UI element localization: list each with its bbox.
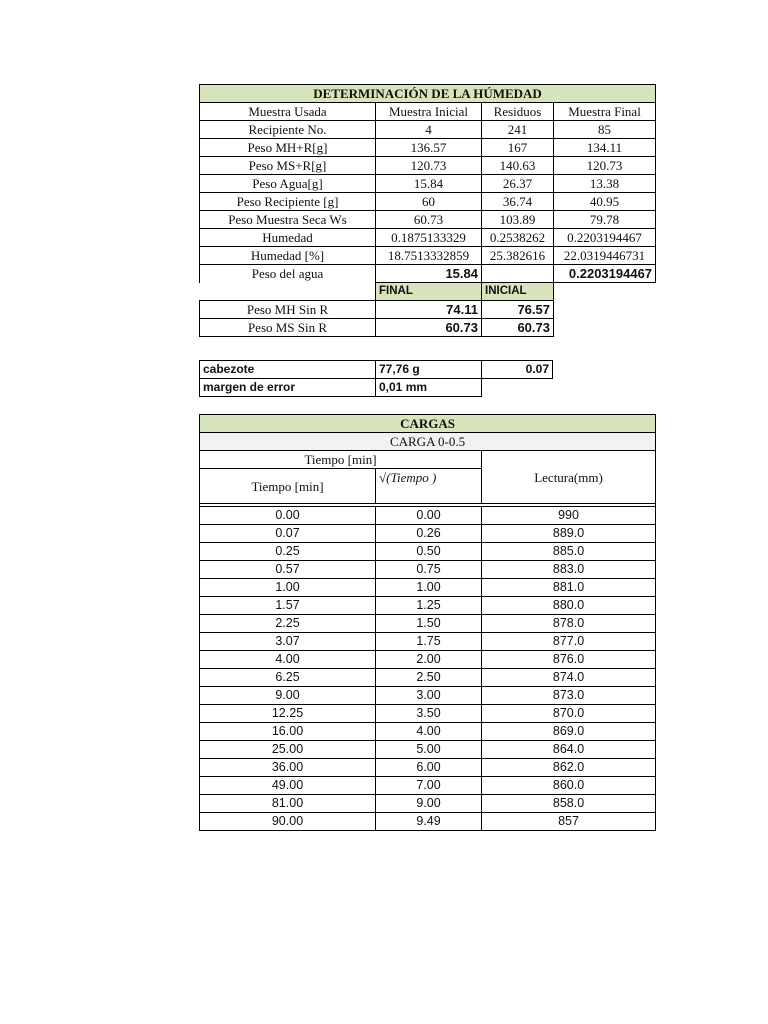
sqrt-tiempo-cell: 7.00 (376, 777, 482, 795)
header-muestra-usada: Muestra Usada (200, 103, 376, 121)
blank-cell (482, 379, 553, 397)
sin-r-final: 74.11 (376, 301, 482, 319)
col-tiempo-header: Tiempo [min] (200, 469, 376, 504)
sqrt-tiempo-cell: 3.00 (376, 687, 482, 705)
table-row (200, 813, 656, 831)
muestra-final-cell: 134.11 (554, 139, 656, 157)
table-row (200, 561, 656, 579)
table-row (200, 741, 656, 759)
lectura-cell: 873.0 (482, 687, 656, 705)
table-row (200, 211, 656, 229)
lectura-cell: 858.0 (482, 795, 656, 813)
lectura-cell: 878.0 (482, 615, 656, 633)
sqrt-tiempo-cell: 0.26 (376, 525, 482, 543)
sqrt-tiempo-cell: 2.00 (376, 651, 482, 669)
sqrt-tiempo-cell: 0.00 (376, 507, 482, 525)
residuos-cell: 36.74 (482, 193, 554, 211)
lectura-cell: 876.0 (482, 651, 656, 669)
muestra-final-cell: 0.2203194467 (554, 229, 656, 247)
table-row (200, 651, 656, 669)
table-row (200, 723, 656, 741)
sin-r-final: 60.73 (376, 319, 482, 337)
table-row (200, 139, 656, 157)
lectura-cell: 862.0 (482, 759, 656, 777)
muestra-inicial-cell: 136.57 (376, 139, 482, 157)
lectura-cell: 874.0 (482, 669, 656, 687)
blank-cell (554, 283, 656, 301)
inicial-label: INICIAL (482, 283, 554, 301)
cargas-title: CARGAS (200, 415, 656, 433)
tiempo-cell: 6.25 (200, 669, 376, 687)
lectura-cell: 870.0 (482, 705, 656, 723)
residuos-cell: 26.37 (482, 175, 554, 193)
cabezote-label: cabezote (200, 361, 376, 379)
sqrt-tiempo-cell: 9.00 (376, 795, 482, 813)
muestra-final-cell: 120.73 (554, 157, 656, 175)
lectura-header: Lectura(mm) (482, 451, 656, 504)
table-row (200, 705, 656, 723)
residuos-cell: 0.2538262 (482, 229, 554, 247)
lectura-cell: 883.0 (482, 561, 656, 579)
final-label: FINAL (376, 283, 482, 301)
row-label: Humedad (200, 229, 376, 247)
muestra-final-cell: 13.38 (554, 175, 656, 193)
sqrt-tiempo-cell: 0.75 (376, 561, 482, 579)
tiempo-cell: 0.07 (200, 525, 376, 543)
sqrt-tiempo-cell: 9.49 (376, 813, 482, 831)
tiempo-cell: 0.57 (200, 561, 376, 579)
residuos-cell: 140.63 (482, 157, 554, 175)
lectura-cell: 990 (482, 507, 656, 525)
tiempo-cell: 3.07 (200, 633, 376, 651)
lectura-cell: 880.0 (482, 597, 656, 615)
table-row (200, 579, 656, 597)
table-row (200, 633, 656, 651)
table-row (200, 121, 656, 139)
tiempo-cell: 36.00 (200, 759, 376, 777)
table-row (200, 669, 656, 687)
header-muestra-inicial: Muestra Inicial (376, 103, 482, 121)
blank-cell (554, 319, 656, 337)
sin-r-inicial: 60.73 (482, 319, 554, 337)
lectura-cell: 885.0 (482, 543, 656, 561)
muestra-final-cell: 40.95 (554, 193, 656, 211)
residuos-cell: 241 (482, 121, 554, 139)
sqrt-tiempo-cell: 6.00 (376, 759, 482, 777)
sin-r-inicial: 76.57 (482, 301, 554, 319)
tiempo-header: Tiempo [min] (200, 451, 482, 469)
muestra-inicial-cell: 0.1875133329 (376, 229, 482, 247)
muestra-inicial-cell: 60.73 (376, 211, 482, 229)
tiempo-cell: 4.00 (200, 651, 376, 669)
header-muestra-final: Muestra Final (554, 103, 656, 121)
sqrt-tiempo-cell: 0.50 (376, 543, 482, 561)
table-row (200, 795, 656, 813)
tiempo-cell: 0.25 (200, 543, 376, 561)
sqrt-tiempo-cell: 1.25 (376, 597, 482, 615)
sqrt-tiempo-cell: 1.50 (376, 615, 482, 633)
row-label: Peso Agua[g] (200, 175, 376, 193)
lectura-cell: 864.0 (482, 741, 656, 759)
residuos-cell: 25.382616 (482, 247, 554, 265)
sqrt-tiempo-cell: 1.75 (376, 633, 482, 651)
residuos-cell: 167 (482, 139, 554, 157)
blank-cell (200, 283, 376, 301)
lectura-cell: 881.0 (482, 579, 656, 597)
table-row (200, 543, 656, 561)
muestra-final-cell: 79.78 (554, 211, 656, 229)
peso-agua-empty (482, 265, 554, 283)
table-row (200, 157, 656, 175)
tiempo-cell: 2.25 (200, 615, 376, 633)
row-label: Recipiente No. (200, 121, 376, 139)
lectura-cell: 877.0 (482, 633, 656, 651)
sqrt-tiempo-cell: 4.00 (376, 723, 482, 741)
table-row (200, 687, 656, 705)
tiempo-cell: 1.57 (200, 597, 376, 615)
sqrt-tiempo-cell: 5.00 (376, 741, 482, 759)
tiempo-cell: 1.00 (200, 579, 376, 597)
sin-r-label: Peso MS Sin R (200, 319, 376, 337)
carga-subtitle: CARGA 0-0.5 (200, 433, 656, 451)
tiempo-cell: 25.00 (200, 741, 376, 759)
header-residuos: Residuos (482, 103, 554, 121)
cabezote-value: 77,76 g (376, 361, 482, 379)
muestra-final-cell: 22.0319446731 (554, 247, 656, 265)
muestra-final-cell: 85 (554, 121, 656, 139)
muestra-inicial-cell: 18.7513332859 (376, 247, 482, 265)
table-row (200, 615, 656, 633)
tiempo-cell: 12.25 (200, 705, 376, 723)
muestra-inicial-cell: 60 (376, 193, 482, 211)
tiempo-cell: 49.00 (200, 777, 376, 795)
muestra-inicial-cell: 120.73 (376, 157, 482, 175)
cargas-table (199, 414, 656, 831)
table-row (200, 507, 656, 525)
table-row (200, 597, 656, 615)
lectura-cell: 857 (482, 813, 656, 831)
row-label: Peso Muestra Seca Ws (200, 211, 376, 229)
sin-r-label: Peso MH Sin R (200, 301, 376, 319)
peso-agua-value1: 15.84 (376, 265, 482, 283)
peso-agua-label: Peso del agua (200, 265, 376, 283)
residuos-cell: 103.89 (482, 211, 554, 229)
tiempo-cell: 90.00 (200, 813, 376, 831)
lectura-cell: 860.0 (482, 777, 656, 795)
peso-agua-value2: 0.2203194467 (554, 265, 656, 283)
sqrt-tiempo-cell: 2.50 (376, 669, 482, 687)
row-label: Peso MS+R[g] (200, 157, 376, 175)
table-row (200, 229, 656, 247)
sqrt-tiempo-cell: 1.00 (376, 579, 482, 597)
row-label: Humedad [%] (200, 247, 376, 265)
lectura-cell: 889.0 (482, 525, 656, 543)
tiempo-cell: 9.00 (200, 687, 376, 705)
table-row (200, 247, 656, 265)
blank-cell (554, 301, 656, 319)
row-label: Peso Recipiente [g] (200, 193, 376, 211)
lectura-cell: 869.0 (482, 723, 656, 741)
table-row (200, 777, 656, 795)
table-row (200, 175, 656, 193)
tiempo-cell: 16.00 (200, 723, 376, 741)
margen-value: 0,01 mm (376, 379, 482, 397)
sqrt-tiempo-cell: 3.50 (376, 705, 482, 723)
col-sqrt-header: √(Tiempo ) (376, 469, 482, 504)
tiempo-cell: 81.00 (200, 795, 376, 813)
muestra-inicial-cell: 15.84 (376, 175, 482, 193)
cabezote-num: 0.07 (482, 361, 553, 379)
margen-label: margen de error (200, 379, 376, 397)
cabezote-table (199, 360, 553, 397)
muestra-inicial-cell: 4 (376, 121, 482, 139)
row-label: Peso MH+R[g] (200, 139, 376, 157)
table-row (200, 525, 656, 543)
tiempo-cell: 0.00 (200, 507, 376, 525)
table-row (200, 759, 656, 777)
humedad-title: DETERMINACIÓN DE LA HÚMEDAD (200, 85, 656, 103)
humedad-table (199, 84, 656, 337)
table-row (200, 193, 656, 211)
